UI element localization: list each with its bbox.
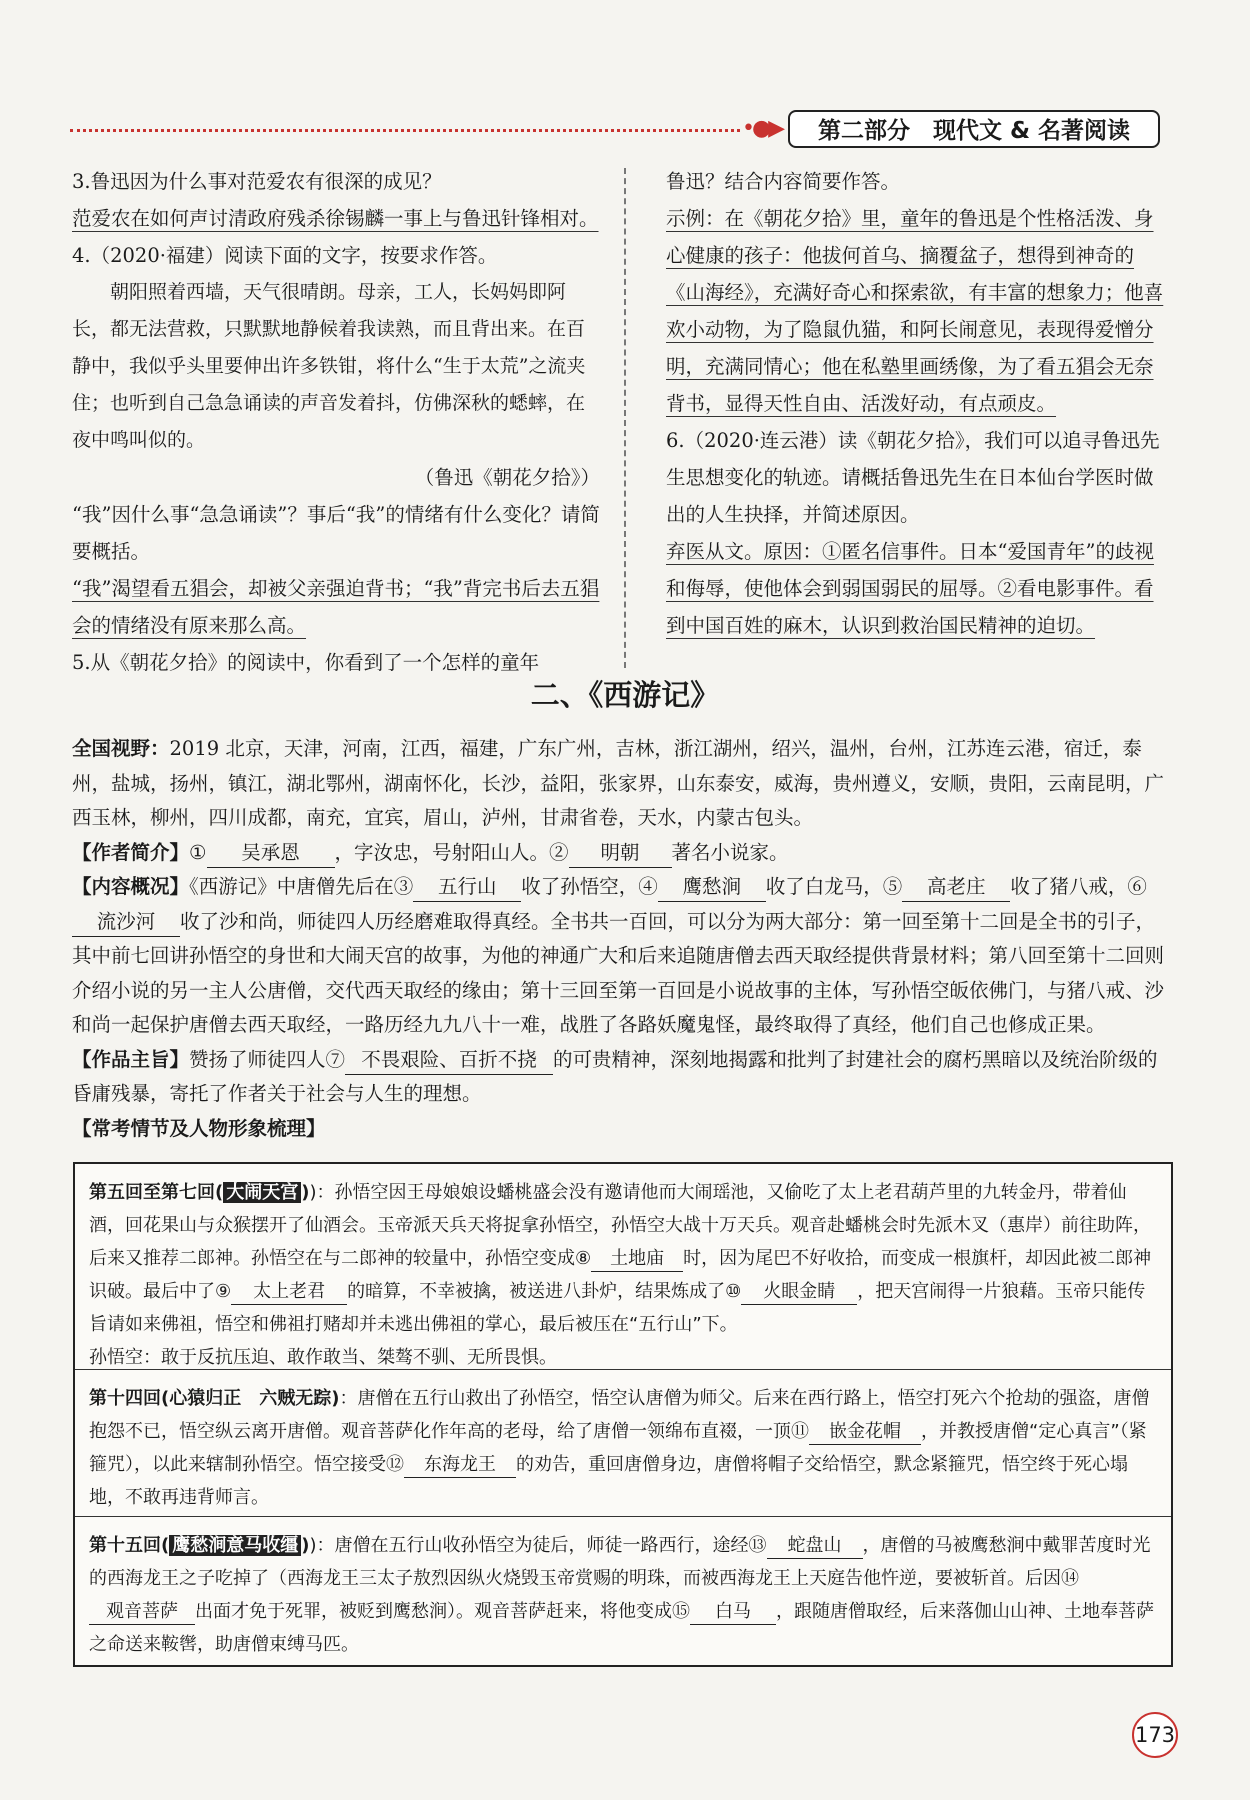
blank-3: 五行山 — [413, 873, 521, 902]
row-heading: 第十五回( — [89, 1535, 170, 1556]
text: 收了猪八戒，⑥ — [1010, 875, 1147, 898]
blank-9: 太上老君 — [231, 1280, 347, 1305]
text: 时，因为尾巴不好收拾，而变成一根旗杆，却因此被二郎神识破。最后中了⑨ — [89, 1248, 1152, 1302]
text: ：唐僧在五行山救出了孙悟空，悟空认唐僧为师父。后来在西行路上，悟空打死六个抢劫的强盗，唐僧抱怨不已，悟空纵云离开唐僧。观音菩萨化作年高的老母，给了唐僧一领绵布直裰，一顶⑪ — [89, 1388, 1150, 1442]
blank-15: 白马 — [690, 1600, 776, 1625]
text: 《西游记》中唐僧先后在③ — [189, 875, 414, 898]
text: )：孙悟空因王母娘娘设蟠桃盛会没有邀请他而大闹瑶池，又偷吃了太上老君葫芦里的九转金丹，带着仙酒，回花果山与众猴摆开了仙酒会。玉帝派天兵天将捉拿孙悟空，孙悟空大战十万天兵。观音赴蟠桃会时先派木叉（惠岸）前往助阵，后来又推荐二郎神。孙悟空在与二郎神的较量中，孙悟空变成⑧ — [89, 1182, 1151, 1269]
row-heading: 第五回至第七回( — [89, 1182, 224, 1203]
blank-5: 高老庄 — [902, 873, 1010, 902]
question-3: 3.鲁迅因为什么事对范爱农有很深的成见？ — [72, 170, 442, 193]
blank-4: 鹰愁涧 — [658, 873, 766, 902]
content-summary — [72, 870, 1174, 1043]
text: 收了孙悟空，④ — [521, 875, 658, 898]
plot-label: 【常考情节及人物形象梳理】 — [72, 1116, 326, 1140]
content-label: 【内容概况】 — [72, 875, 190, 898]
section-body — [72, 732, 1174, 1146]
passage-source: （鲁迅《朝花夕拾》） — [414, 466, 600, 489]
text: 收了白龙马，⑤ — [765, 875, 903, 898]
text: ) — [301, 1182, 310, 1203]
plot-row-1 — [75, 1164, 1171, 1370]
text: ，跟随唐僧取经，后来落伽山山神、土地奉菩萨之命送来鞍辔，助唐僧束缚马匹。 — [89, 1601, 1154, 1655]
reading-passage: 朝阳照着西墙，天气很晴朗。母亲，工人，长妈妈即阿长，都无法营救，只默默地静候着我读熟，而且背出来。在百静中，我似乎头里要伸出许多铁钳，将什么“生于太荒”之流夹住；也听到自己急急诵读的声音发着抖，仿佛深秋的蟋蟀，在夜中鸣叫似的。 — [72, 281, 586, 451]
answer-3: 范爱农在如何声讨清政府残杀徐锡麟一事上与鲁迅针锋相对。 — [72, 207, 599, 230]
plot-row-2 — [75, 1370, 1171, 1517]
header-dotted-line — [70, 129, 740, 132]
text: )：唐僧在五行山收孙悟空为徒后，师徒一路西行，途经⑬ — [309, 1535, 767, 1556]
answer-5: 示例：在《朝花夕拾》里，童年的鲁迅是个性格活泼、身心健康的孩子：他拔何首乌、摘覆盆子，想得到神奇的《山海经》，充满好奇心和探索欲，有丰富的想象力；他喜欢小动物，为了隐鼠仇猫，和阿长闹意见，表现得爱憎分明，充满同情心；他在私塾里画绣像，为了看五猖会无奈背书，显得天性自由、活泼好动，有点顽皮。 — [666, 207, 1164, 415]
row-tag: 大闹天宫 — [223, 1182, 301, 1203]
blank-12: 东海龙王 — [404, 1453, 516, 1478]
blank-8: 土地庙 — [591, 1247, 683, 1272]
blank-11: 嵌金花帽 — [809, 1420, 921, 1445]
text: 收了沙和尚，师徒四人历经磨难取得真经。全书共一百回，可以分为两大部分：第一回至第十二回是全书的引子，其中前七回讲孙悟空的身世和大闹天宫的故事，为他的神通广大和后来追随唐僧去西天取经提供背景材料；第八回至第十二回则介绍小说的另一主人公唐僧，交代西天取经的缘由；第十三回至第一百回是小说故事的主体，写孙悟空皈依佛门，与猪八戒、沙和尚一起保护唐僧去西天取经，一路历经九九八十一难，战胜了各路妖魔鬼怪，最终取得了真经，他们自己也修成正果。 — [72, 909, 1165, 1036]
text: 著名小说家。 — [671, 840, 789, 864]
text: ，字汝忠，号射阳山人。② — [334, 840, 569, 864]
question-5: 5.从《朝花夕拾》的阅读中，你看到了一个怎样的童年 — [72, 651, 540, 674]
answer-4: “我”渴望看五猖会，却被父亲强迫背书；“我”背完书后去五猖会的情绪没有原来那么高。 — [72, 577, 600, 637]
answer-6: 弃医从文。原因：①匿名信事件。日本“爱国青年”的歧视和侮辱，使他体会到弱国弱民的屈辱。②看电影事件。看到中国百姓的麻木，认识到救治国民精神的迫切。 — [666, 540, 1154, 637]
plot-row-2-text — [89, 1382, 1157, 1514]
blank-13: 蛇盘山 — [767, 1534, 863, 1559]
question-5-cont: 鲁迅？结合内容简要作答。 — [666, 170, 901, 193]
note-text: 孙悟空：敢于反抗压迫、敢作敢当、桀骜不驯、无所畏惧。 — [89, 1347, 557, 1368]
text: ，把天宫闹得一片狼藉。玉帝只能传旨请如来佛祖，悟空和佛祖打赌却并未逃出佛祖的掌心，最后被压在“五行山”下。 — [89, 1281, 1146, 1335]
blank-10: 火眼金睛 — [741, 1280, 857, 1305]
text: ) — [301, 1535, 310, 1556]
blank-6: 流沙河 — [72, 908, 180, 937]
left-column — [72, 163, 600, 681]
text: 的可贵精神，深刻地揭露和批判了封建社会的腐朽黑暗以及统治阶级的昏庸残暴，寄托了作者关于社会与人生的理想。 — [72, 1047, 1158, 1105]
column-divider — [624, 168, 626, 668]
national-view-label: 全国视野： — [72, 737, 170, 760]
national-view-text: 2019 北京，天津，河南，江西，福建，广东广州，吉林，浙江湖州，绍兴，温州，台州，江苏连云港，宿迁，泰州，盐城，扬州，镇江，湖北鄂州，湖南怀化，长沙，益阳，张家界，山东泰安，威海，贵州遵义，安顺，贵阳，云南昆明，广西玉林，柳州，四川成都，南充，宜宾，眉山，泸州，甘肃省卷，天水，内蒙古包头。 — [72, 737, 1165, 829]
text: ，并教授唐僧“定心真言”（紧箍咒），以此来辖制孙悟空。悟空接受⑫ — [89, 1421, 1147, 1475]
text: 出面才免于死罪，被贬到鹰愁涧）。观音菩萨赶来，将他变成⑮ — [195, 1601, 690, 1622]
row-heading: 第十四回(心猿归正 六贼无踪) — [89, 1388, 340, 1409]
section-title: 二、《西游记》 — [530, 678, 720, 712]
page-number: 173 — [1132, 1712, 1178, 1758]
question-4: 4.（2020·福建）阅读下面的文字，按要求作答。 — [72, 244, 498, 267]
right-column — [666, 163, 1172, 644]
text: 的劝告，重回唐僧身边，唐僧将帽子交给悟空，默念紧箍咒，悟空终于死心塌地，不敢再违背师言。 — [89, 1454, 1128, 1508]
text: ① — [189, 840, 207, 864]
plot-row-1-text — [89, 1176, 1157, 1341]
blank-1: 吴承恩 — [207, 839, 335, 868]
blank-14: 观音菩萨 — [89, 1600, 195, 1625]
plot-table — [73, 1162, 1173, 1667]
section-header: 第二部分 现代文 & 名著阅读 — [788, 110, 1160, 148]
blank-7: 不畏艰险、百折不挠 — [345, 1046, 553, 1075]
header-arrow-icon: •●▶ — [742, 116, 783, 141]
row-tag: 鹰愁涧意马收缰 — [169, 1535, 301, 1556]
text: ，唐僧的马被鹰愁涧中戴罪苦度时光的西海龙王之子吃掉了（西海龙王三太子敖烈因纵火烧毁玉帝赏赐的明珠，而被西海龙王上天庭告他忤逆，要被斩首。后因⑭ — [89, 1535, 1151, 1589]
author-intro — [72, 836, 1174, 871]
theme-label: 【作品主旨】 — [72, 1047, 190, 1071]
question-6: 6.（2020·连云港）读《朝花夕拾》，我们可以追寻鲁迅先生思想变化的轨迹。请概括鲁迅先生在日本仙台学医时做出的人生抉择，并简述原因。 — [666, 429, 1160, 526]
text: 的暗算，不幸被擒，被送进八卦炉，结果炼成了⑩ — [347, 1281, 742, 1302]
author-label: 【作者简介】 — [72, 840, 190, 864]
theme — [72, 1043, 1174, 1112]
question-4-prompt: “我”因什么事“急急诵读”？事后“我”的情绪有什么变化？请简要概括。 — [72, 503, 600, 563]
text: 赞扬了师徒四人⑦ — [189, 1047, 346, 1071]
plot-row-3 — [75, 1517, 1171, 1667]
national-view — [72, 732, 1174, 836]
plot-row-3-text — [89, 1529, 1157, 1661]
blank-2: 明朝 — [569, 839, 672, 868]
plot-header — [72, 1112, 1174, 1147]
